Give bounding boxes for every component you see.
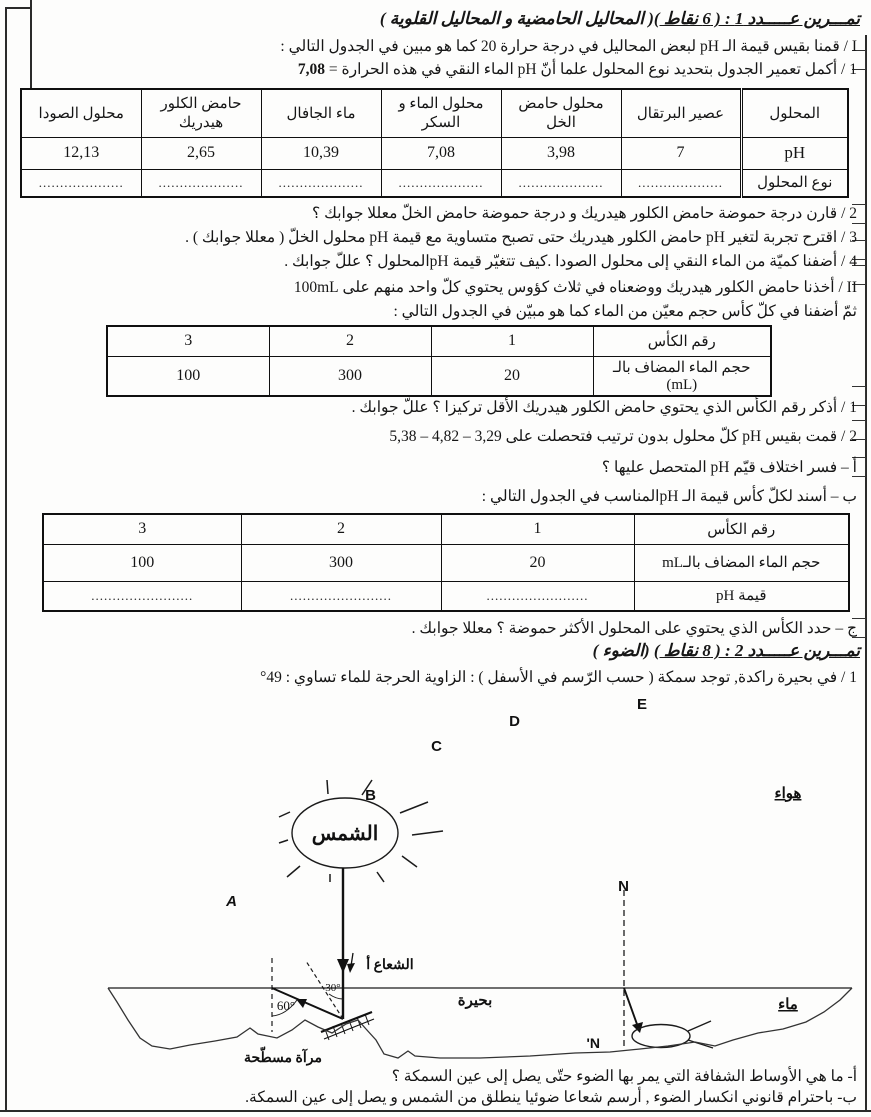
table3-cup-number: 3	[43, 514, 241, 544]
table2-cup-number: 2	[269, 326, 431, 356]
table2-volume-value: 100	[107, 356, 269, 396]
mirror-icon	[321, 1012, 374, 1040]
point-label-B: B	[365, 787, 376, 804]
exercise1-intro: I / قمنا بقيس قيمة الـ pH لبعض المحاليل في درجة حرارة 20 كما هو مبين في الجدول التالي :	[280, 38, 857, 55]
table1-col: محلول الماء و السكر	[381, 89, 501, 137]
table1-type-blank: ....................	[621, 169, 741, 197]
exercise2-title-main: تمـــرين عـــــدد 2 : ( 8 نقاط )	[653, 641, 860, 660]
exercise1-qII1: 1 / أذكر رقم الكأس الذي يحتوي حامض الكلور هيدريك الأقل تركيزا ؟ عللّ جوابك .	[351, 399, 857, 416]
solutions-ph-table	[20, 88, 849, 198]
table3-ph-blank: ........................	[441, 581, 634, 611]
table2-volume-value: 20	[431, 356, 593, 396]
table1-ph-value: 3,98	[501, 137, 621, 169]
sun-label: الشمس	[311, 823, 379, 845]
table1-col: محلول حامض الخل	[501, 89, 621, 137]
table3-ph-blank: ........................	[241, 581, 441, 611]
exercise1-q1-text: 1 / أكمل تعمير الجدول بتحديد نوع المحلول علما أنّ pH الماء النقي في هذه الحرارة =	[328, 61, 857, 78]
point-label-C: C	[431, 738, 442, 755]
refracted-ray-line	[624, 988, 638, 1027]
table3-volume-value: 100	[43, 544, 241, 581]
air-label: هواء	[774, 786, 802, 802]
point-label-D: D	[509, 713, 520, 730]
table1-ph-value: 7,08	[381, 137, 501, 169]
table1-type-blank: ....................	[501, 169, 621, 197]
table1-ph-value: 7	[621, 137, 741, 169]
table1-col: حامض الكلور هيدريك	[141, 89, 261, 137]
exercise1-part2-line1: II / أخذنا حامض الكلور هيدريك ووضعناه في ثلاث كؤوس يحتوي كلّ واحد منهم على 100mL	[293, 279, 857, 296]
table3-volume-value: 20	[441, 544, 634, 581]
point-label-N: N	[618, 878, 629, 895]
table1-ph-value: 12,13	[21, 137, 141, 169]
mirror-label: مرآة مسطّحة	[244, 1051, 322, 1066]
table3-ph-blank: ........................	[43, 581, 241, 611]
exercise1-title-sub: ( المحاليل الحامضية و المحاليل القلوية )	[379, 9, 654, 28]
table3-row3-label: قيمة pH	[634, 581, 849, 611]
point-label-E: E	[636, 696, 647, 713]
table2-row2-label: حجم الماء المضاف بالـ (mL)	[593, 356, 771, 396]
exercise1-qII2: 2 / قمت بقيس pH كلّ محلول بدون ترتيب فتحصلت على 3,29 – 4,82 – 5,38	[389, 428, 857, 445]
exercise1-q1-value: 7,08	[297, 61, 326, 78]
frame-bottom	[0, 1110, 871, 1112]
frame-corner-h	[5, 7, 31, 9]
table2-volume-value: 300	[269, 356, 431, 396]
table2-cup-number: 3	[107, 326, 269, 356]
sun-ray-arrow-icon	[337, 959, 349, 973]
table1-col: محلول الصودا	[21, 89, 141, 137]
cups-ph-table	[42, 513, 850, 612]
angle-30-label: 30°	[325, 982, 341, 994]
ray-label: الشعاع أ	[366, 958, 414, 973]
exercise2-title-sub: (الضوء )	[592, 641, 654, 660]
table1-type-blank: ....................	[21, 169, 141, 197]
table1-header-label: المحلول	[741, 89, 848, 137]
exercise1-q2: 2 / قارن درجة حموضة حامض الكلور هيدريك و درجة حموضة حامض الخلّ معللا جوابك ؟	[312, 205, 857, 222]
table1-type-blank: ....................	[141, 169, 261, 197]
angle-30-arc	[329, 994, 343, 999]
exercise1-q1	[298, 60, 857, 79]
point-label-A: A	[226, 893, 237, 910]
ray-label-arrow-head	[347, 963, 355, 973]
angle-60-label: 60°	[276, 998, 296, 1013]
exercise2-q1: 1 / في بحيرة راكدة, توجد سمكة ( حسب الرّسم في الأسفل ) : الزاوية الحرجة للماء تساوي : 49°	[260, 669, 857, 686]
table2-cup-number: 1	[431, 326, 593, 356]
exercise2-qa: أ- ما هي الأوساط الشفافة التي يمر بها الضوء حتّى يصل إلى عين السمكة ؟	[391, 1068, 857, 1085]
table1-type-label: نوع المحلول	[741, 169, 848, 197]
exercise1-qa: أ – فسر اختلاف قيّم pH المتحصل عليها ؟	[601, 459, 857, 476]
table3-volume-value: 300	[241, 544, 441, 581]
exercise1-part2-line2: ثمّ أضفنا في كلّ كأس حجم معيّن من الماء كما هو مبيّن في الجدول التالي :	[393, 303, 857, 320]
table1-type-blank: ....................	[381, 169, 501, 197]
exercise1-q4: 4 / أضفنا كميّة من الماء النقي إلى محلول الصودا .كيف تتغيّر قيمة pHالمحلول ؟ عللّ جوابك .	[284, 253, 857, 270]
exercise1-q3: 3 / اقترح تجربة لتغير pH حامض الكلور هيدريك حتى تصبح متساوية مع قيمة pH محلول الخلّ ( معللا جوابك ) .	[185, 229, 857, 246]
table3-cup-number: 2	[241, 514, 441, 544]
lake-label: بحيرة	[457, 993, 493, 1009]
exercise2-qb: ب- باحترام قانوني انكسار الضوء , أرسم شعاعا ضوئيا ينطلق من الشمس و يصل إلى عين السمكة.	[245, 1089, 857, 1106]
table1-col: عصير البرتقال	[621, 89, 741, 137]
optics-diagram	[0, 690, 871, 1066]
exercise1-qc: ج – حدد الكأس الذي يحتوي على المحلول الأكثر حموضة ؟ معللا جوابك .	[411, 620, 857, 637]
exercise1-title-main: تمـــرين عـــــدد 1 : ( 6 نقاط )	[653, 9, 860, 28]
fish-icon	[632, 1021, 713, 1048]
exercise1-qb: ب – أسند لكلّ كأس قيمة الـ pHالمناسب في الجدول التالي :	[481, 488, 857, 505]
table2-row1-label: رقم الكأس	[593, 326, 771, 356]
table1-type-blank: ....................	[261, 169, 381, 197]
table3-row1-label: رقم الكأس	[634, 514, 849, 544]
water-label: ماء	[778, 997, 798, 1013]
exercise1-title	[380, 9, 860, 28]
exercise2-title	[593, 641, 860, 660]
table1-ph-label: pH	[741, 137, 848, 169]
point-label-N-prime: N'	[586, 1035, 600, 1051]
cups-volume-table	[106, 325, 772, 397]
table1-col: ماء الجافال	[261, 89, 381, 137]
table1-ph-value: 2,65	[141, 137, 261, 169]
frame-corner-v	[30, 0, 32, 88]
table3-row2-label: حجم الماء المضاف بالـmL	[634, 544, 849, 581]
table1-ph-value: 10,39	[261, 137, 381, 169]
table3-cup-number: 1	[441, 514, 634, 544]
